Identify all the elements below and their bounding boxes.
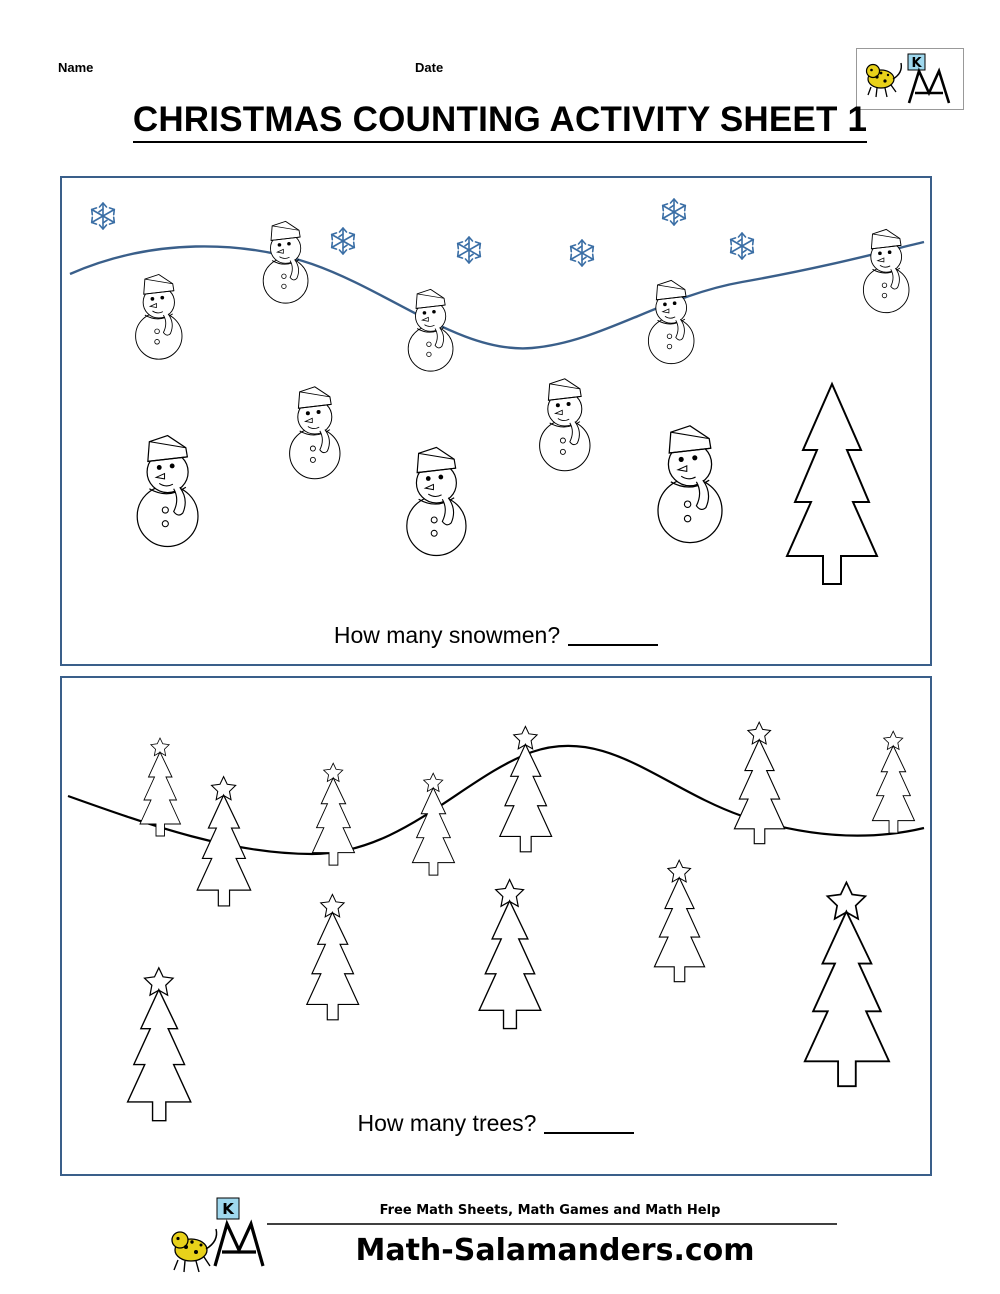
answer-blank-snowmen[interactable] [568,644,658,646]
footer-logo-and-text [155,1196,845,1278]
snowman-figure [290,387,340,479]
snowflake-icon [458,237,481,263]
snowman-figure [136,274,182,359]
section-snowmen [60,176,932,666]
christmas-tree [787,384,877,584]
answer-blank-trees[interactable] [544,1132,634,1134]
snowflake-icon [571,240,594,266]
footer-tagline: Free Math Sheets, Math Games and Math Help [379,1203,721,1218]
section-trees [60,676,932,1176]
snowflake-icon [332,228,355,254]
question-trees-text: How many trees? [357,1110,537,1136]
question-trees [62,1110,930,1137]
snowman-figure [540,379,590,471]
christmas-tree [140,738,181,836]
snowman-figure [407,447,466,555]
christmas-tree [412,773,454,875]
snowflake-icon [731,233,754,259]
footer-url: Math-Salamanders.com [355,1233,755,1268]
svg-text:K: K [911,56,922,71]
snowman-figure [263,221,308,303]
name-label: Name [58,60,94,75]
trees-scene [62,678,930,1174]
svg-text:K: K [222,1200,234,1218]
question-snowmen [62,622,930,649]
snowflake-icon [92,203,115,229]
christmas-tree [805,882,889,1086]
snowman-figure [658,426,722,543]
christmas-tree [479,880,541,1029]
tree-hill-line [68,746,924,854]
christmas-tree [307,894,359,1019]
christmas-tree [312,763,354,865]
snowflake-icon [663,199,686,225]
christmas-tree [128,968,191,1121]
snowman-figure [863,229,909,312]
christmas-tree [654,860,704,982]
christmas-tree [197,777,250,906]
christmas-tree [734,722,784,844]
question-snowmen-text: How many snowmen? [333,622,561,648]
snowman-figure [408,289,453,371]
date-label: Date [415,60,444,75]
snowman-figure [648,280,694,363]
christmas-tree [872,731,914,833]
christmas-tree [500,726,552,851]
snow-hill-line [70,242,924,348]
footer [0,1196,1000,1283]
snowmen-scene [62,178,930,664]
snowman-figure [137,436,198,547]
page-title: CHRISTMAS COUNTING ACTIVITY SHEET 1 [0,100,1000,140]
